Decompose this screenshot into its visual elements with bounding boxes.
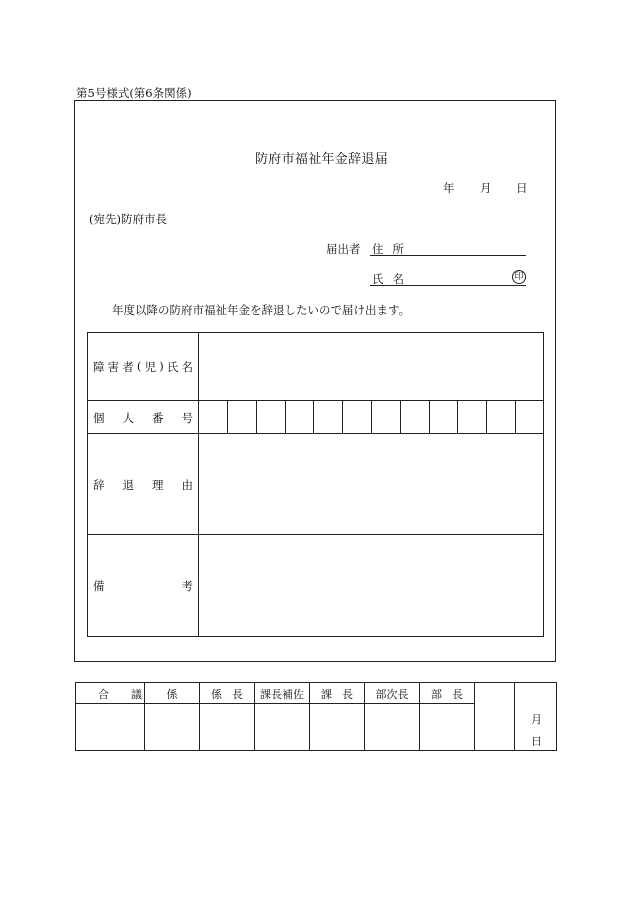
applicant-label: 届出者	[326, 242, 361, 256]
approval-header-council	[76, 686, 164, 702]
approval-column-divider	[514, 683, 515, 750]
row-label-individual-number	[93, 410, 193, 426]
approval-header-text: 部次長	[375, 688, 409, 701]
approval-header-deputy-director	[255, 686, 309, 702]
addressee: (宛先)防府市長	[89, 212, 167, 226]
row-label-char: 氏	[166, 360, 179, 374]
approval-header-section-director	[310, 686, 364, 702]
row-label-char: 番	[152, 411, 164, 425]
address-label: 住所	[372, 242, 413, 256]
remarks-field[interactable]	[199, 535, 542, 635]
row-label-withdrawal-reason	[93, 477, 193, 493]
row-label-char: 辞	[93, 478, 105, 492]
approval-month-label: 月	[531, 713, 542, 726]
date-day-label: 日	[516, 181, 528, 195]
applicant-child-name-field[interactable]	[199, 333, 542, 400]
form-title: 防府市福祉年金辞退届	[255, 152, 389, 167]
individual-number-field[interactable]	[199, 401, 542, 433]
row-label-char: 退	[122, 478, 134, 492]
row-label-remarks	[93, 578, 193, 594]
approval-header-text: 課長	[321, 688, 363, 701]
row-label-char: 人	[122, 411, 134, 425]
row-label-char: )	[159, 359, 164, 373]
name-line[interactable]	[370, 285, 526, 286]
row-label-char: 考	[181, 579, 193, 593]
approval-header-text: 部長	[431, 688, 473, 701]
approval-column-divider	[474, 683, 475, 750]
approval-header-text: 合議	[98, 688, 164, 701]
row-label-char: 号	[181, 411, 193, 425]
date-year-label: 年	[443, 181, 455, 195]
row-label-char: 理	[152, 478, 164, 492]
approval-header-deputy-general	[365, 686, 419, 702]
row-label-char: 備	[93, 579, 105, 593]
form-number: 第5号様式(第6条関係)	[76, 86, 192, 100]
approval-header-general	[420, 686, 474, 702]
withdrawal-reason-field[interactable]	[199, 434, 542, 534]
row-label-char: 児	[144, 360, 157, 374]
address-line[interactable]	[370, 255, 526, 256]
name-label: 氏名	[372, 272, 413, 286]
row-label-char: (	[136, 359, 142, 373]
date-month-label: 月	[480, 181, 492, 195]
approval-header-divider	[76, 703, 475, 704]
row-label-char: 者	[122, 360, 134, 374]
approval-day-label: 日	[531, 735, 542, 748]
row-label-char: 名	[181, 360, 193, 374]
row-label-char: 害	[107, 360, 120, 374]
approval-header-text: 係長	[211, 688, 253, 701]
approval-header-staff	[145, 686, 199, 702]
row-label-char: 個	[93, 411, 105, 425]
approval-header-text: 係	[166, 688, 178, 701]
row-label-child-name	[93, 359, 193, 375]
statement: 年度以降の防府市福祉年金を辞退したいので届け出ます。	[112, 303, 411, 317]
approval-header-chief	[200, 686, 254, 702]
row-label-char: 障	[93, 360, 105, 374]
row-label-char: 由	[181, 478, 193, 492]
approval-header-text: 課長補佐	[260, 688, 304, 701]
seal-mark: 印	[512, 270, 526, 284]
